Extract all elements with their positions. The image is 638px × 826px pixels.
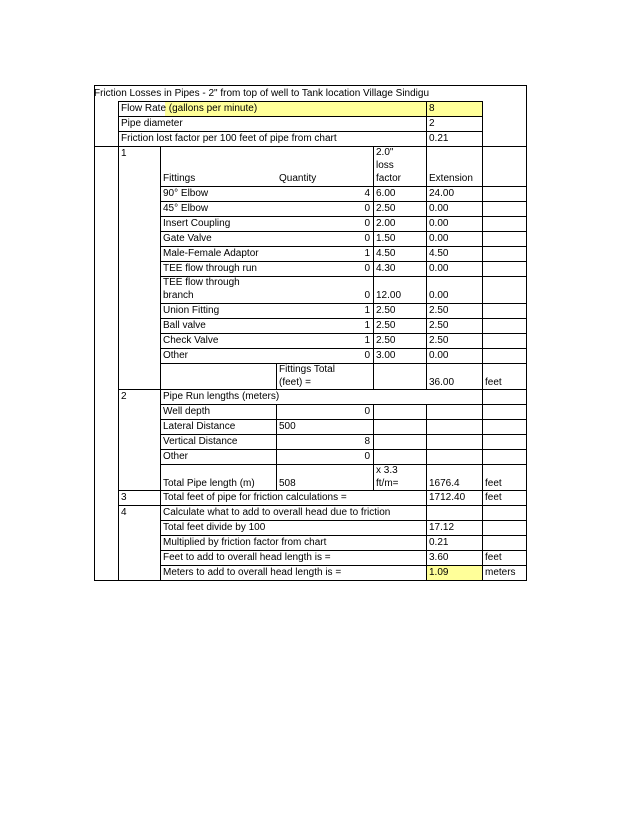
fitting-loss-factor: 4.50 [376,248,396,259]
fitting-loss-factor: 1.50 [376,233,396,244]
total-pipe-length-label: Total Pipe length (m) [163,478,255,489]
friction-factor-value[interactable]: 0.21 [429,133,449,144]
fittings-total-value: 36.00 [429,377,455,388]
pipe-run-heading: Pipe Run lengths (meters) [163,391,280,402]
feet-to-add-unit: feet [485,552,502,563]
loss-factor-header-3: factor [376,173,402,184]
fitting-quantity[interactable]: 0 [364,218,370,229]
fitting-loss-factor: 2.50 [376,203,396,214]
meters-to-add-value: 1.09 [429,567,449,578]
fitting-name: 90° Elbow [163,188,209,199]
feet-to-add-label: Feet to add to overall head length is = [163,552,331,563]
lateral-distance-value[interactable]: 500 [279,421,296,432]
total-pipe-length-m: 508 [279,478,296,489]
pipe-diameter-label: Pipe diameter [121,118,183,129]
fitting-loss-factor: 2.50 [376,305,396,316]
meters-to-add-unit: meters [485,567,516,578]
fitting-quantity[interactable]: 1 [364,248,370,259]
fitting-extension: 0.00 [429,218,449,229]
fitting-name: TEE flow through run [163,263,257,274]
fitting-name: Union Fitting [163,305,220,316]
total-pipe-length-feet: 1676.4 [429,478,460,489]
friction-factor-label: Friction lost factor per 100 feet of pipe from chart [121,133,337,144]
extension-header: Extension [429,173,473,184]
fitting-loss-factor: 12.00 [376,290,402,301]
fitting-name-line2: branch [163,290,194,301]
fitting-name: Other [163,350,189,361]
fitting-quantity[interactable]: 0 [364,350,370,361]
fitting-extension: 24.00 [429,188,455,199]
fitting-extension: 4.50 [429,248,449,259]
fitting-name: Gate Valve [163,233,212,244]
fitting-quantity[interactable]: 1 [364,320,370,331]
fitting-quantity[interactable]: 0 [364,233,370,244]
well-depth-label: Well depth [163,406,211,417]
fitting-loss-factor: 6.00 [376,188,396,199]
fitting-loss-factor: 4.30 [376,263,396,274]
fittings-total-unit: feet [485,377,502,388]
well-depth-value[interactable]: 0 [364,406,370,417]
conversion-label-1: x 3.3 [376,465,398,476]
fitting-loss-factor: 2.00 [376,218,396,229]
fittings-total-label-1: Fittings Total [279,364,335,375]
other-distance-value[interactable]: 0 [364,451,370,462]
fitting-loss-factor: 2.50 [376,320,396,331]
vertical-distance-value[interactable]: 8 [364,436,370,447]
fitting-extension: 0.00 [429,290,449,301]
divide-label: Total feet divide by 100 [163,522,266,533]
multiply-label: Multiplied by friction factor from chart [163,537,327,548]
fitting-name: 45° Elbow [163,203,209,214]
fitting-name: Check Valve [163,335,219,346]
fitting-extension: 2.50 [429,305,449,316]
fitting-extension: 0.00 [429,263,449,274]
sheet-title: Friction Losses in Pipes - 2" from top of well to Tank location Village Sindigu [94,88,430,99]
loss-factor-header-1: 2.0" [376,147,394,158]
fitting-quantity[interactable]: 1 [364,305,370,316]
fittings-total-label-2: (feet) = [279,377,311,388]
fitting-quantity[interactable]: 4 [364,188,370,199]
fitting-name: Insert Coupling [163,218,231,229]
fitting-extension: 0.00 [429,350,449,361]
fitting-name: Male-Female Adaptor [163,248,259,259]
other-distance-label: Other [163,451,189,462]
fittings-header: Fittings [163,173,196,184]
vertical-distance-label: Vertical Distance [163,436,238,447]
divide-value: 17.12 [429,522,455,533]
fitting-quantity[interactable]: 0 [364,263,370,274]
fitting-extension: 2.50 [429,320,449,331]
multiply-value: 0.21 [429,537,449,548]
section-4-number: 4 [121,507,127,518]
fitting-quantity[interactable]: 1 [364,335,370,346]
lateral-distance-label: Lateral Distance [163,421,236,432]
section-1-number: 1 [121,148,127,159]
meters-to-add-label: Meters to add to overall head length is = [163,567,342,578]
feet-to-add-value: 3.60 [429,552,449,563]
loss-factor-header-2: loss [376,160,394,171]
fitting-loss-factor: 3.00 [376,350,396,361]
section-3-number: 3 [121,492,127,503]
fitting-name: TEE flow through [163,277,240,288]
fitting-extension: 2.50 [429,335,449,346]
fitting-extension: 0.00 [429,203,449,214]
fitting-loss-factor: 2.50 [376,335,396,346]
total-feet-unit: feet [485,492,502,503]
fitting-name: Ball valve [163,320,206,331]
flow-rate-value[interactable]: 8 [429,103,435,114]
total-feet-label: Total feet of pipe for friction calculations = [163,492,347,503]
quantity-header: Quantity [279,173,317,184]
total-feet-value: 1712.40 [429,492,466,503]
total-pipe-length-unit: feet [485,478,502,489]
fitting-quantity[interactable]: 0 [364,290,370,301]
section-2-number: 2 [121,391,127,402]
fitting-quantity[interactable]: 0 [364,203,370,214]
flow-rate-label: Flow Rate (gallons per minute) [121,103,258,114]
head-calc-heading: Calculate what to add to overall head due to friction [163,507,391,518]
pipe-diameter-value[interactable]: 2 [429,118,435,129]
conversion-label-2: ft/m= [376,478,399,489]
fitting-extension: 0.00 [429,233,449,244]
